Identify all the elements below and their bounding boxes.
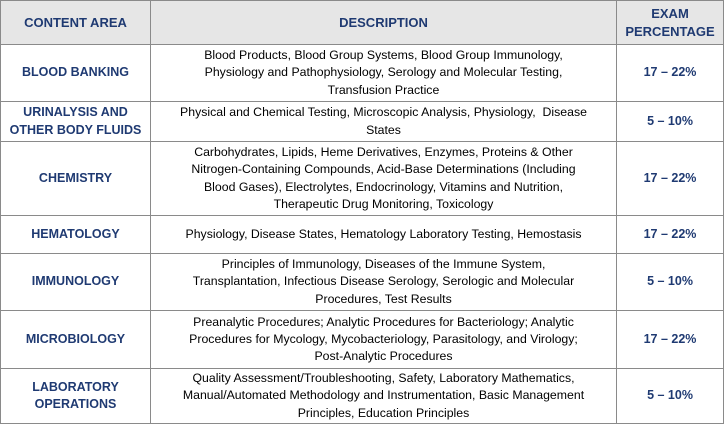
header-row <box>1 1 724 45</box>
table-row <box>1 216 724 254</box>
content-area-cell: BLOOD BANKING <box>1 45 151 102</box>
content-area-cell: LABORATORY OPERATIONS <box>1 369 151 424</box>
table-row <box>1 102 724 142</box>
table-row <box>1 142 724 216</box>
percentage-cell: 17 – 22% <box>617 142 724 216</box>
description-cell: Physical and Chemical Testing, Microscopic Analysis, Physiology, Disease States <box>151 102 617 142</box>
description-cell: Preanalytic Procedures; Analytic Procedures for Bacteriology; Analytic Procedures for Mycology, Mycobacteriology, Parasitology, and Virology; Post-Analytic Procedures <box>151 311 617 369</box>
content-area-cell: IMMUNOLOGY <box>1 254 151 311</box>
percentage-cell: 17 – 22% <box>617 45 724 102</box>
header-exam-percentage: EXAM PERCENTAGE <box>617 1 724 45</box>
header-description: DESCRIPTION <box>151 1 617 45</box>
description-cell: Blood Products, Blood Group Systems, Blood Group Immunology, Physiology and Pathophysiology, Serology and Molecular Testing, Transfusion Practice <box>151 45 617 102</box>
percentage-cell: 17 – 22% <box>617 311 724 369</box>
content-area-cell: HEMATOLOGY <box>1 216 151 254</box>
table-row <box>1 45 724 102</box>
percentage-cell: 17 – 22% <box>617 216 724 254</box>
percentage-cell: 5 – 10% <box>617 102 724 142</box>
content-area-cell: MICROBIOLOGY <box>1 311 151 369</box>
description-cell: Quality Assessment/Troubleshooting, Safety, Laboratory Mathematics, Manual/Automated Methodology and Instrumentation, Basic Management Principles, Education Principles <box>151 369 617 424</box>
table-row <box>1 254 724 311</box>
content-area-cell: CHEMISTRY <box>1 142 151 216</box>
header-content-area: CONTENT AREA <box>1 1 151 45</box>
description-cell: Physiology, Disease States, Hematology Laboratory Testing, Hemostasis <box>151 216 617 254</box>
content-area-cell: URINALYSIS AND OTHER BODY FLUIDS <box>1 102 151 142</box>
table-row <box>1 369 724 424</box>
percentage-cell: 5 – 10% <box>617 254 724 311</box>
description-cell: Carbohydrates, Lipids, Heme Derivatives, Enzymes, Proteins & Other Nitrogen-Containing Compounds, Acid-Base Determinations (Including Blood Gases), Electrolytes, Endocrinology, Vitamins and Nutrition, Therapeutic Drug Monitoring, Toxicology <box>151 142 617 216</box>
percentage-cell: 5 – 10% <box>617 369 724 424</box>
description-cell: Principles of Immunology, Diseases of the Immune System, Transplantation, Infectious Disease Serology, Serologic and Molecular Procedures, Test Results <box>151 254 617 311</box>
table-row <box>1 311 724 369</box>
